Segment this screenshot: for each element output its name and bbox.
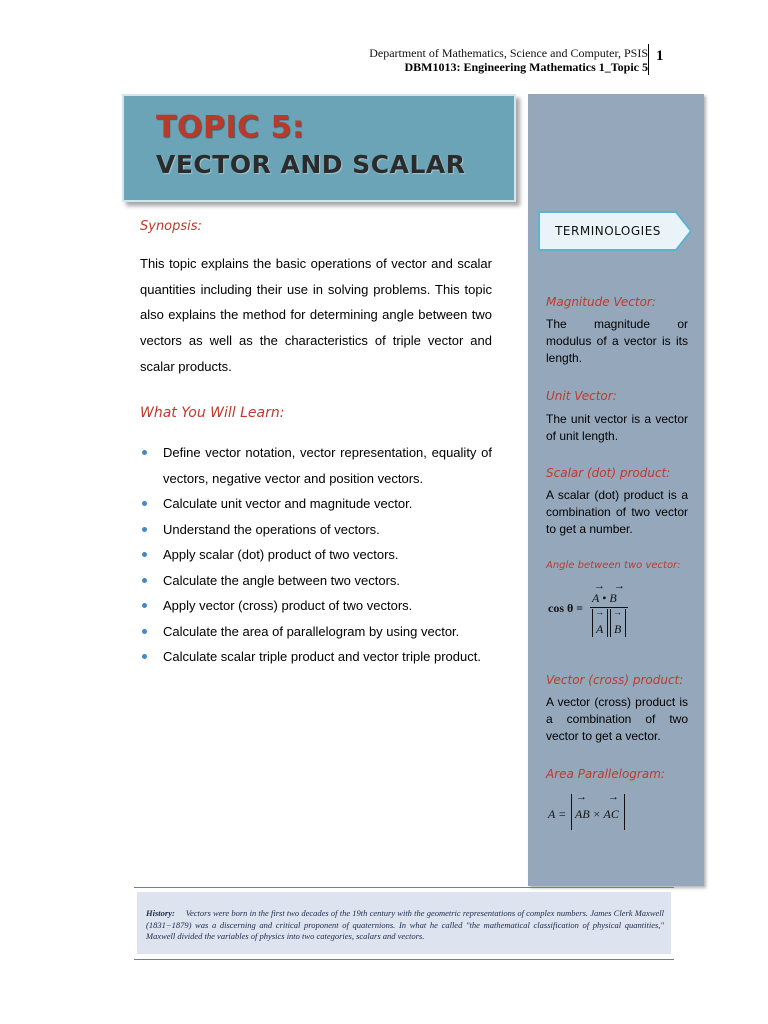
unit-vector-heading: Unit Vector: <box>546 389 617 403</box>
header-divider <box>648 44 649 75</box>
list-item: Calculate scalar triple product and vector triple product. <box>140 644 492 670</box>
learn-heading: What You Will Learn: <box>140 405 285 421</box>
arrow-icon: →→ <box>594 580 634 592</box>
list-item: Calculate the angle between two vectors. <box>140 568 492 594</box>
list-item: Understand the operations of vectors. <box>140 517 492 543</box>
denominator-a: A <box>596 622 604 636</box>
magnitude-text: The magnitude or modulus of a vector is its length. <box>546 317 688 365</box>
arrow-icon: → <box>613 607 622 617</box>
history-body: Vectors were born in the first two decades of the 19th century with the geometric representations of complex numbers. James Clerk Maxwell (1831−1879) was a discerning and critical proponent of quaternions. In what he called "the mathematical classification of physical quantities," Maxwell divided the variables of physics into two categories, scalars and vectors. <box>146 908 664 941</box>
topic-title: VECTOR AND SCALAR <box>156 150 466 179</box>
cross-product-heading: Vector (cross) product: <box>546 673 684 687</box>
department-name: Department of Mathematics, Science and Computer, PSIS <box>369 46 648 60</box>
cross-product-text: A vector (cross) product is a combination of two vector to get a vector. <box>546 695 688 743</box>
synopsis-text: This topic explains the basic operations of vector and scalar quantities including their use in solving problems. This topic also explains the method for determining angle between two vectors as well as the characteristics of triple vector and scalar products. <box>140 256 492 374</box>
denominator-b: B <box>614 622 622 636</box>
area-expression: AB × AC <box>575 807 619 821</box>
area-formula <box>546 790 688 834</box>
learning-outcomes-list <box>140 440 492 670</box>
angle-numerator: A • B <box>592 591 617 605</box>
list-item: Define vector notation, vector representation, equality of vectors, negative vector and position vectors. <box>140 440 492 491</box>
list-item: Apply scalar (dot) product of two vectors. <box>140 542 492 568</box>
magnitude-heading: Magnitude Vector: <box>546 295 656 309</box>
arrow-icon: → <box>608 791 619 803</box>
scalar-product-text: A scalar (dot) product is a combination of two vector to get a number. <box>546 488 688 536</box>
page-number: 1 <box>656 48 664 64</box>
area-lhs: A = <box>548 807 567 821</box>
list-item: Calculate the area of parallelogram by using vector. <box>140 619 492 645</box>
arrow-icon: → <box>576 791 587 803</box>
synopsis-heading: Synopsis: <box>140 219 202 234</box>
course-code: DBM1013: Engineering Mathematics 1_Topic 5 <box>404 60 648 74</box>
history-text <box>146 908 664 943</box>
history-label: History: <box>146 908 175 918</box>
angle-formula <box>546 580 688 640</box>
angle-heading: Angle between two vector: <box>546 560 681 571</box>
page-header <box>369 46 648 74</box>
area-heading: Area Parallelogram: <box>546 767 665 781</box>
scalar-product-heading: Scalar (dot) product: <box>546 466 671 480</box>
terminologies-label: TERMINOLOGIES <box>555 224 661 238</box>
angle-lhs: cos θ = <box>548 601 584 615</box>
title-banner <box>122 94 516 202</box>
terminologies-tag <box>538 211 693 251</box>
history-bottom-rule <box>134 959 674 960</box>
unit-vector-text: The unit vector is a vector of unit length. <box>546 412 688 443</box>
arrow-icon: → <box>595 607 604 617</box>
list-item: Calculate unit vector and magnitude vector. <box>140 491 492 517</box>
topic-number: TOPIC 5: <box>156 110 305 145</box>
list-item: Apply vector (cross) product of two vectors. <box>140 593 492 619</box>
history-top-rule <box>134 887 674 888</box>
